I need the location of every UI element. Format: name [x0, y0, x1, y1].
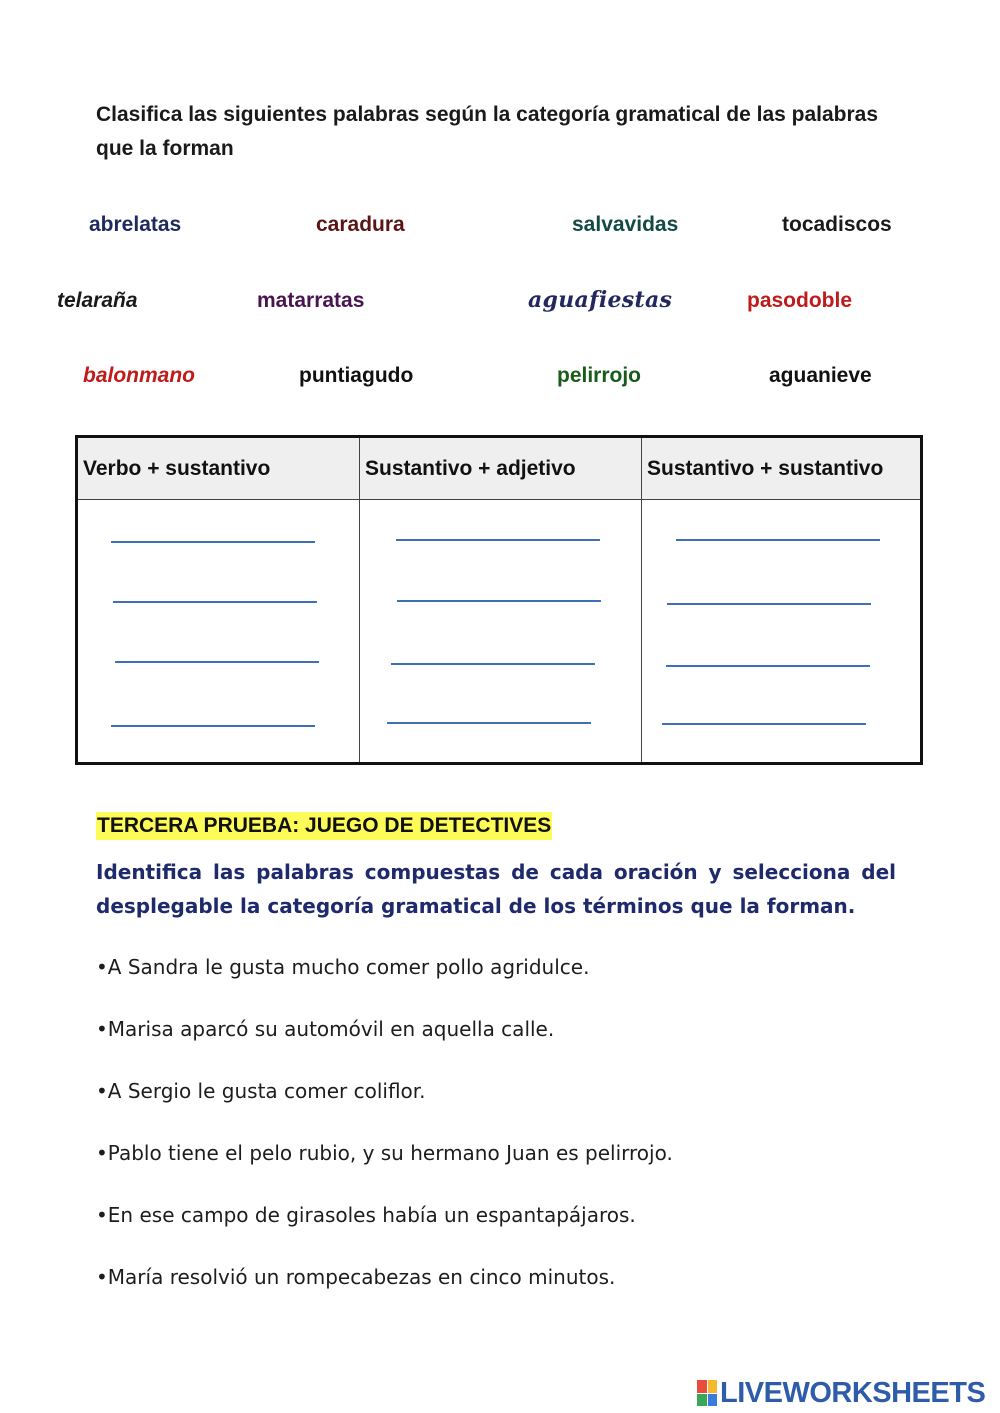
sentence-item: •María resolvió un rompecabezas en cinco minutos.	[96, 1265, 616, 1289]
answer-blank[interactable]	[387, 722, 591, 724]
sentence-item: •A Sergio le gusta comer coliflor.	[96, 1079, 426, 1103]
word-matarratas: matarratas	[257, 289, 365, 312]
word-pasodoble: pasodoble	[747, 289, 853, 312]
answer-blank[interactable]	[666, 665, 870, 667]
word-abrelatas: abrelatas	[89, 213, 182, 236]
answer-blank[interactable]	[662, 723, 866, 725]
word-caradura: caradura	[316, 213, 405, 236]
header-sustantivo-adjetivo: Sustantivo + adjetivo	[360, 438, 642, 500]
answer-blank[interactable]	[111, 725, 315, 727]
instructions: Clasifica las siguientes palabras según la categoría gramatical de las palabras que la forman	[96, 103, 879, 160]
word-puntiagudo: puntiagudo	[299, 364, 414, 387]
word-tocadiscos: tocadiscos	[782, 213, 892, 236]
answer-blank[interactable]	[397, 600, 601, 602]
sentence-item: •Marisa aparcó su automóvil en aquella calle.	[96, 1017, 555, 1041]
answer-blank[interactable]	[667, 603, 871, 605]
section-instructions: Identifica las palabras compuestas de cada oración y selecciona del desplegable la categoría gramatical de los términos que la forman.	[96, 860, 896, 918]
answer-blank[interactable]	[115, 661, 319, 663]
section-heading: TERCERA PRUEBA: JUEGO DE DETECTIVES	[96, 812, 552, 840]
sentence-item: •Pablo tiene el pelo rubio, y su hermano Juan es pelirrojo.	[96, 1141, 673, 1165]
word-salvavidas: salvavidas	[572, 213, 679, 236]
word-aguanieve: aguanieve	[769, 364, 872, 387]
sentence-item: •A Sandra le gusta mucho comer pollo agridulce.	[96, 955, 590, 979]
answer-blank[interactable]	[391, 663, 595, 665]
word-aguafiestas: aguafiestas	[528, 287, 673, 313]
answer-blank[interactable]	[113, 601, 317, 603]
word-balonmano: balonmano	[83, 364, 196, 387]
answer-blank[interactable]	[111, 541, 315, 543]
word-pelirrojo: pelirrojo	[557, 364, 642, 387]
sentence-item: •En ese campo de girasoles había un espantapájaros.	[96, 1203, 636, 1227]
answer-blank[interactable]	[676, 539, 880, 541]
column-sustantivo-sustantivo	[642, 500, 920, 762]
liveworksheets-logo	[697, 1376, 985, 1410]
classification-table	[75, 435, 923, 765]
column-verbo-sustantivo	[78, 500, 360, 762]
header-verbo-sustantivo: Verbo + sustantivo	[78, 438, 360, 500]
liveworksheets-logo-icon	[697, 1380, 717, 1406]
column-sustantivo-adjetivo	[360, 500, 642, 762]
word-telarana: telaraña	[57, 289, 138, 312]
logo-text: LIVEWORKSHEETS	[720, 1376, 986, 1409]
header-sustantivo-sustantivo: Sustantivo + sustantivo	[642, 438, 920, 500]
answer-blank[interactable]	[396, 539, 600, 541]
